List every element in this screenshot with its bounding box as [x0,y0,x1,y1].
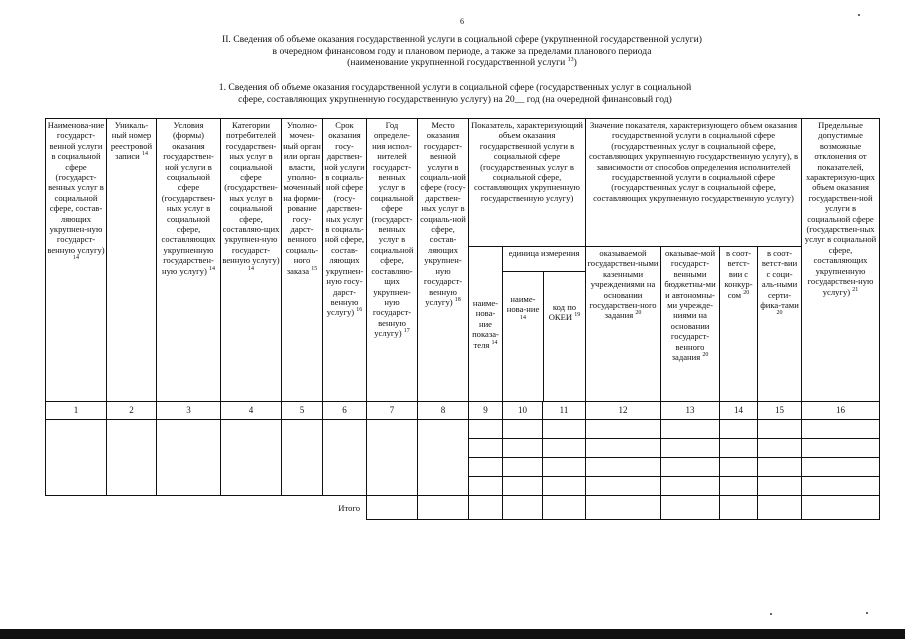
column-number: 6 [323,402,367,420]
column-number: 11 [543,402,586,420]
header-consumer-categories: Категории потребителей государствен-ных услуг в социальной сфере (государствен-ных услуг в социальной сфере, составляю-щих укрупнен-ную государст-венную услугу) $^{14}$ [221,119,282,402]
column-number: 4 [221,402,282,420]
service-volume-table [45,118,880,520]
column-number: 5 [282,402,323,420]
column-number: 8 [418,402,469,420]
header-conditions: Условия (формы) оказания государствен-ной услуги в социальной сфере (государствен-ных услуг в социальной сфере, составляющих укрупненную государствен-ную услугу) $^{14}$ [157,119,221,402]
subsection-heading [175,82,735,105]
column-number: 9 [469,402,503,420]
header-okei-code: код по ОКЕИ $^{19}$ [548,302,581,323]
header-service-place: Место оказания государст-венной услуги в социаль-ной сфере (госу-дарствен-ных услуг в социаль-ной сфере, состав-ляющих укрупнен-ную государст-венную услугу) $^{18}$ [418,119,469,402]
header-allowed-deviation: Предельные допустимые возможные отклонения от показателей, характеризую-щих объем оказания государствен-ной услуги в социальной сфере (государствен-ных услуг в социальной сфере, составляющих укрупненную государствен-ную услугу) $^{21}$ [802,119,880,402]
header-executor-year: Год определе-ния испол-нителей государст-венных услуг в социальной сфере (государст-венных услуг в социальной сфере, составляю-щих укрупнен-ную государст-венную услугу) $^{17}$ [367,119,418,402]
total-row [46,496,880,520]
header-unit-group [503,247,586,402]
column-number: 15 [758,402,802,420]
subheading-line-1: 1. Сведения об объеме оказания государственной услуги в социальной сфере (государственных услуг в социальной [218,82,692,93]
column-number: 1 [46,402,107,420]
header-service-term: Срок оказания госу-дарствен-ной услуги в социаль-ной сфере (госу-дарствен-ных услуг в социаль-ной сфере, состав-ляющих укрупнен-ную госу-дарст-венную услугу) $^{16}$ [323,119,367,402]
scan-border [0,629,905,639]
header-authorized-body: Уполно-мочен-ный орган или орган власти, уполно-моченный на форми-рование госу-дарст-венного социаль-ного заказа $^{15}$ [282,119,323,402]
header-state-institutions: оказываемой государствен-ными казенными учреждениями на основании государствен-ного задания $^{20}$ [586,247,661,402]
heading-line-1: II. Сведения об объеме оказания государственной услуги в социальной сфере (укрупненной государственной услуги) [222,34,702,45]
heading-line-2: в очередном финансовом году и плановом периоде, а также за пределами планового периода [272,45,652,57]
header-indicator-group: Показатель, характеризующий объем оказания государственной услуги в социальной сфере (государственных услуг в социальной сфере, составляющих укрупненную государственную услугу) [469,119,586,247]
header-indicator-value-group: Значение показателя, характеризующего объем оказания государственной услуги в социальной сфере (государственных услуг в социальной сфере, составляющих укрупненную государственную услугу), в зависимости от способов определения исполнителей государственной услуги в социальной сфере (государственных услуг в социальной сфере, составляющих укрупненную государственную услугу) [586,119,802,247]
scan-speck [770,613,772,615]
column-number: 12 [586,402,661,420]
header-unit-label: единица измерения [503,247,585,272]
column-number: 7 [367,402,418,420]
column-number: 14 [720,402,758,420]
subheading-line-2: сфере, составляющих укрупненную государственную услугу) на 20__ год (на очередной финансовый год) [238,93,672,105]
heading-line-3: (наименование укрупненной государственной услуги $^{13}$) [347,56,577,68]
column-number: 3 [157,402,221,420]
column-number: 16 [802,402,880,420]
scan-speck [866,612,868,614]
column-number: 2 [107,402,157,420]
scan-speck [858,14,860,16]
header-indicator-name: наиме-нова-ние показа-теля $^{14}$ [469,247,503,402]
header-unit-name: наиме-нова-ние $^{14}$ [503,272,544,401]
header-service-name: Наименова-ние государст-венной услуги в социальной сфере (государст-венных услуг в социальной сфере, состав-ляющих укрупнен-ную государст-венную услугу) $^{14}$ [46,119,107,402]
column-numbers-row [46,402,880,420]
page-number: 6 [460,17,464,26]
column-number: 10 [503,402,543,420]
header-budget-institutions: оказывае-мой государст-венными бюджетны-ми и автономны-ми учрежде-ниями на основании государст-венного задания $^{20}$ [661,247,720,402]
section-heading [150,34,774,69]
header-registry-number: Уникаль-ный номер реестровой записи $^{14}$ [107,119,157,402]
table-row [46,420,880,439]
header-social-certificates: в соот-ветст-вии с соци-аль-ными серти-фика-тами $^{20}$ [758,247,802,402]
total-label: Итого [323,496,367,520]
column-number: 13 [661,402,720,420]
header-competition: в соот-ветст-вии с конкур-сом $^{20}$ [720,247,758,402]
